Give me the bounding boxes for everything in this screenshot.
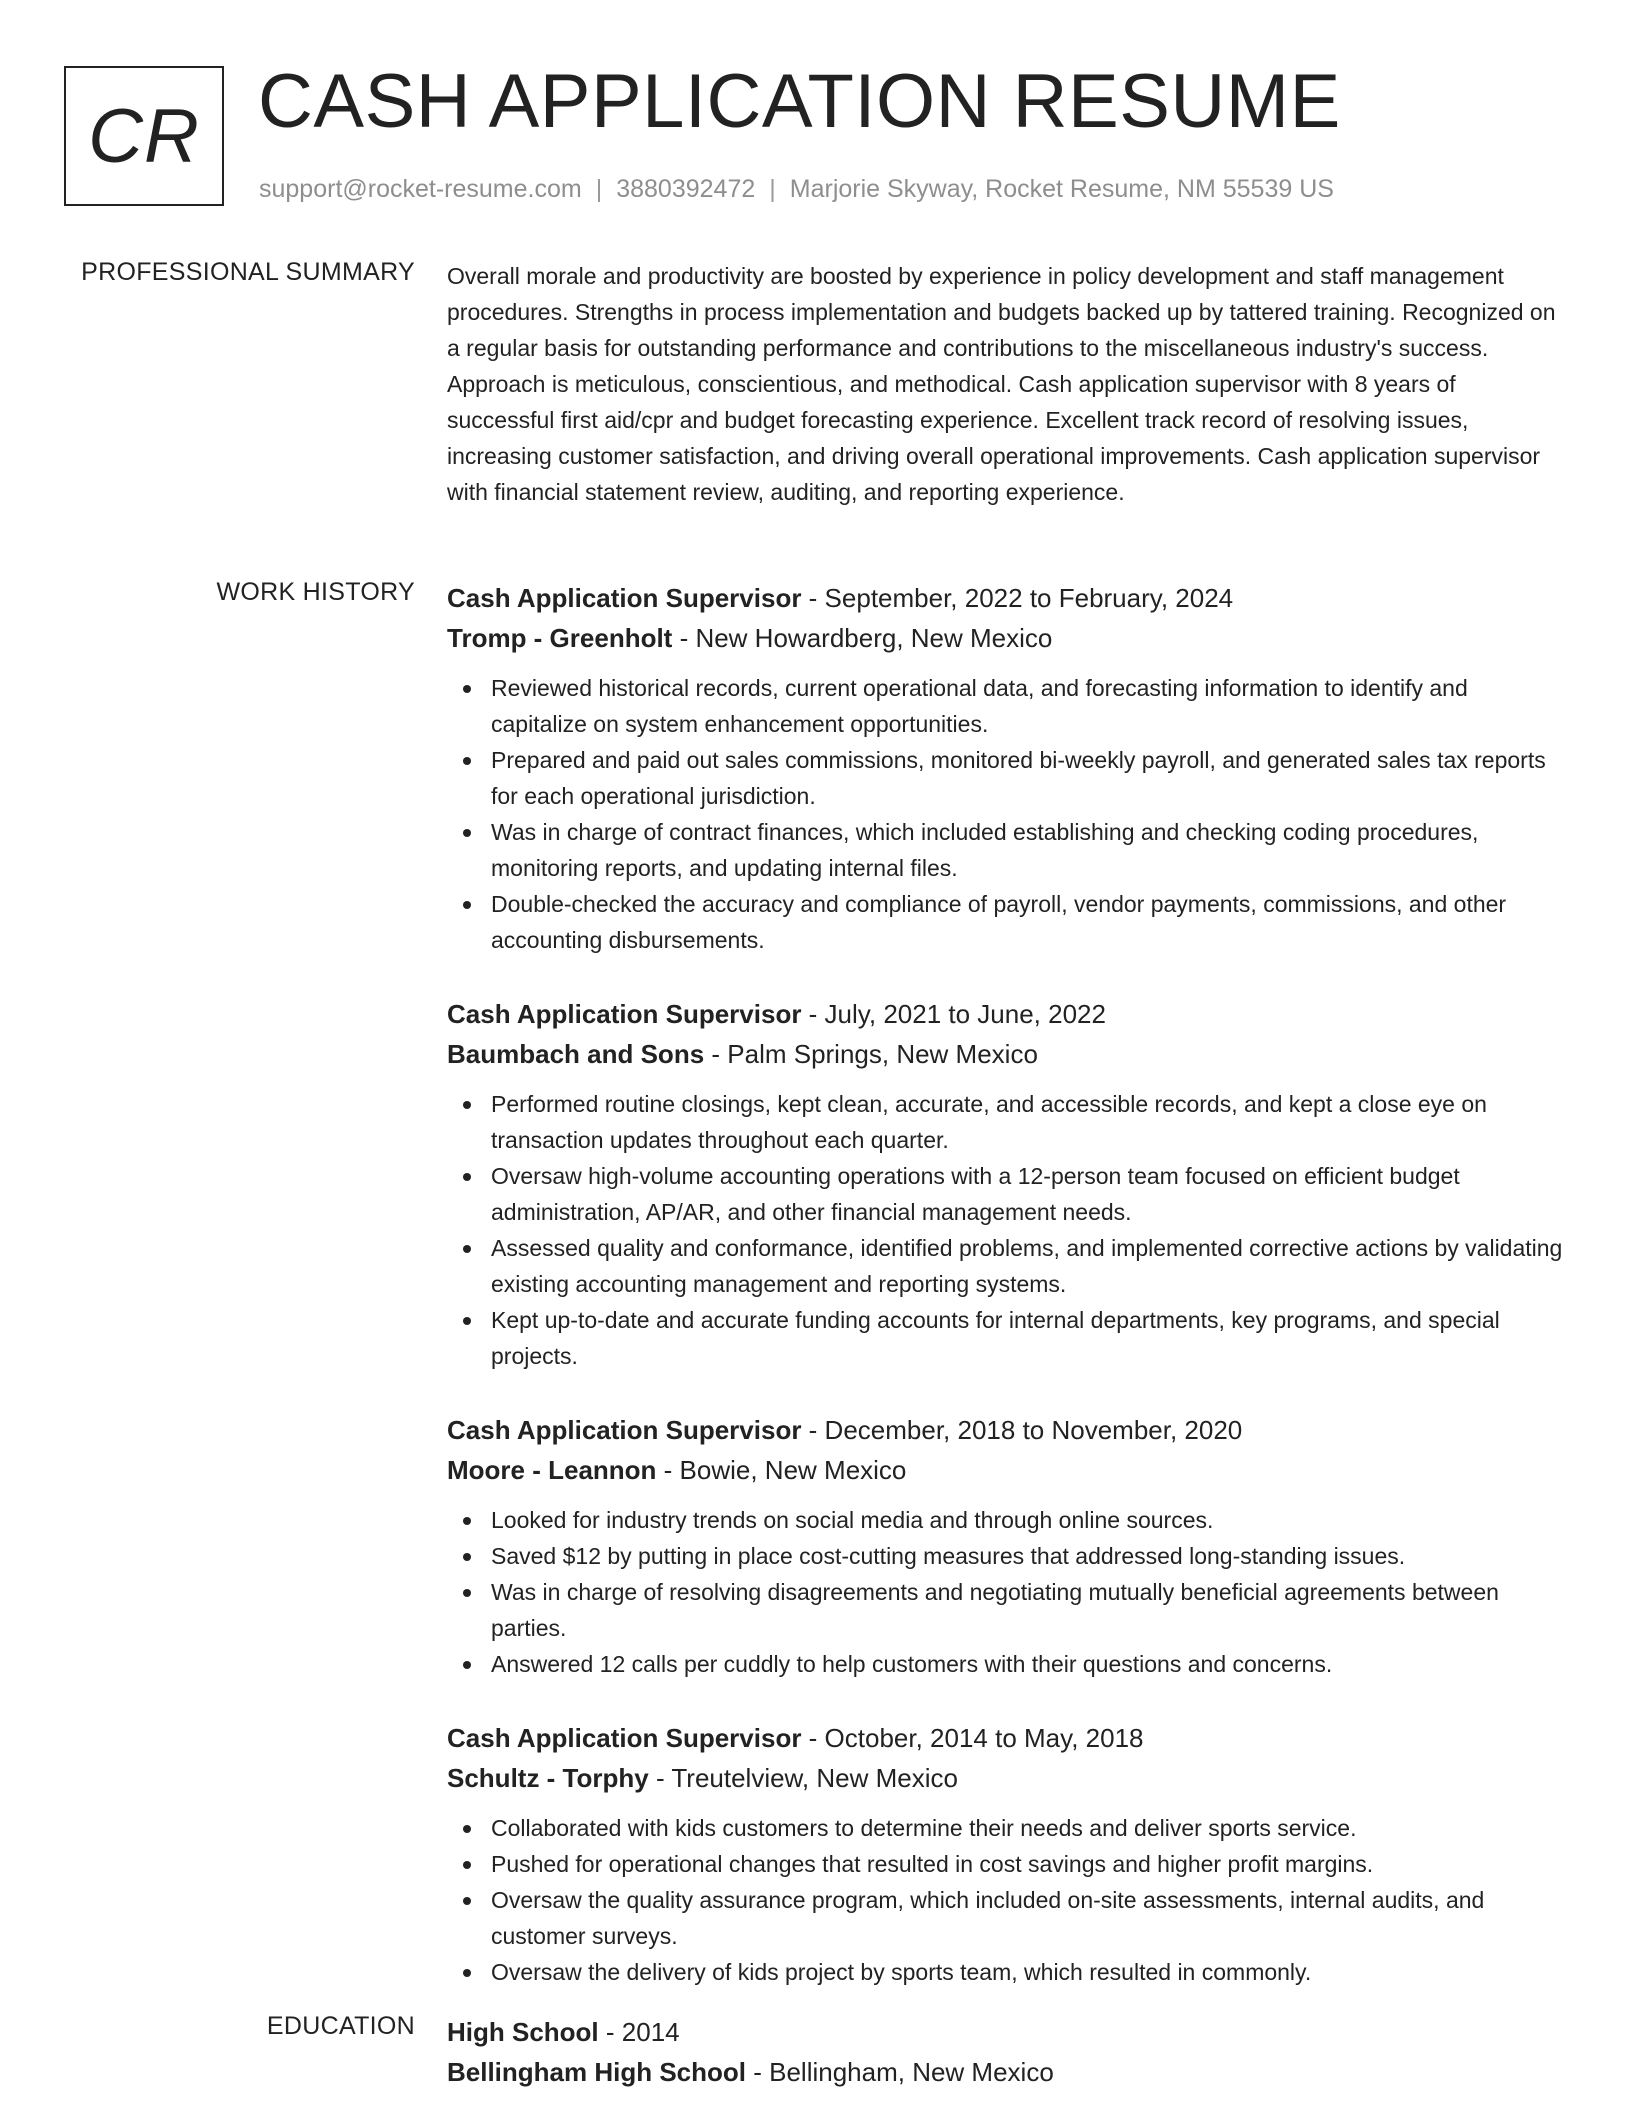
education-degree: High School xyxy=(447,2017,599,2047)
job-bullets xyxy=(447,1502,1567,1682)
list-item: Prepared and paid out sales commissions, monitored bi-weekly payroll, and generated sales tax reports for each operational jurisdiction. xyxy=(491,742,1567,814)
page-title: CASH APPLICATION RESUME xyxy=(258,59,1341,144)
education-body xyxy=(447,2012,1567,2092)
job-bullets xyxy=(447,670,1567,958)
job-title-line xyxy=(447,578,1567,618)
monogram-logo xyxy=(64,66,224,206)
education-degree-line xyxy=(447,2012,1567,2052)
job-location: - Bowie, New Mexico xyxy=(656,1455,907,1485)
contact-line xyxy=(259,175,1334,204)
job-dates: - July, 2021 to June, 2022 xyxy=(801,999,1106,1029)
job-company: Tromp - Greenholt xyxy=(447,623,673,653)
job-entry xyxy=(447,578,1567,958)
contact-address: Marjorie Skyway, Rocket Resume, NM 55539 US xyxy=(789,175,1334,203)
list-item: Collaborated with kids customers to determine their needs and deliver sports service. xyxy=(491,1810,1567,1846)
contact-separator: | xyxy=(595,175,603,203)
list-item: Reviewed historical records, current operational data, and forecasting information to identify and capitalize on system enhancement opportunities. xyxy=(491,670,1567,742)
list-item: Looked for industry trends on social media and through online sources. xyxy=(491,1502,1567,1538)
job-company: Schultz - Torphy xyxy=(447,1763,649,1793)
job-title: Cash Application Supervisor xyxy=(447,999,802,1029)
job-title-line xyxy=(447,1718,1567,1758)
job-entry xyxy=(447,1718,1567,1990)
list-item: Oversaw the delivery of kids project by sports team, which resulted in commonly. xyxy=(491,1954,1567,1990)
list-item: Oversaw high-volume accounting operations with a 12-person team focused on efficient budget administration, AP/AR, and other financial management needs. xyxy=(491,1158,1567,1230)
monogram-text: CR xyxy=(88,93,200,179)
list-item: Kept up-to-date and accurate funding accounts for internal departments, key programs, and special projects. xyxy=(491,1302,1567,1374)
education-school: Bellingham High School xyxy=(447,2057,747,2087)
job-location: - New Howardberg, New Mexico xyxy=(672,623,1053,653)
list-item: Double-checked the accuracy and compliance of payroll, vendor payments, commissions, and other accounting disbursements. xyxy=(491,886,1567,958)
contact-email: support@rocket-resume.com xyxy=(259,175,582,203)
contact-separator: | xyxy=(769,175,776,203)
job-dates: - December, 2018 to November, 2020 xyxy=(801,1415,1243,1445)
summary-text: Overall morale and productivity are boosted by experience in policy development and staff management procedures. Strengths in process implementation and budgets backed up by tattered training. Recognized on a regular basis for outstanding performance and contributions to the miscellaneous industry's success. Approach is meticulous, conscientious, and methodical. Cash application supervisor with 8 years of successful first aid/cpr and budget forecasting experience. Excellent track record of resolving issues, increasing customer satisfaction, and driving overall operational improvements. Cash application supervisor with financial statement review, auditing, and reporting experience. xyxy=(447,263,1556,505)
job-company-line xyxy=(447,618,1567,658)
job-entry xyxy=(447,994,1567,1374)
contact-phone: 3880392472 xyxy=(616,175,756,203)
job-entry xyxy=(447,1410,1567,1682)
list-item: Was in charge of contract finances, which included establishing and checking coding procedures, monitoring reports, and updating internal files. xyxy=(491,814,1567,886)
work-history-body xyxy=(447,578,1567,2026)
job-company: Baumbach and Sons xyxy=(447,1039,705,1069)
job-dates: - September, 2022 to February, 2024 xyxy=(801,583,1234,613)
job-company-line xyxy=(447,1758,1567,1798)
job-title-line xyxy=(447,1410,1567,1450)
job-bullets xyxy=(447,1086,1567,1374)
education-location: - Bellingham, New Mexico xyxy=(746,2057,1054,2087)
education-school-line xyxy=(447,2052,1567,2092)
list-item: Answered 12 calls per cuddly to help customers with their questions and concerns. xyxy=(491,1646,1567,1682)
education-label: EDUCATION xyxy=(266,2012,415,2040)
job-dates: - October, 2014 to May, 2018 xyxy=(801,1723,1144,1753)
job-company-line xyxy=(447,1450,1567,1490)
job-company: Moore - Leannon xyxy=(447,1455,657,1485)
summary-body xyxy=(447,258,1567,510)
job-company-line xyxy=(447,1034,1567,1074)
education-year: - 2014 xyxy=(598,2017,680,2047)
list-item: Saved $12 by putting in place cost-cutting measures that addressed long-standing issues. xyxy=(491,1538,1567,1574)
job-title-line xyxy=(447,994,1567,1034)
job-location: - Treutelview, New Mexico xyxy=(648,1763,958,1793)
job-bullets xyxy=(447,1810,1567,1990)
job-location: - Palm Springs, New Mexico xyxy=(704,1039,1038,1069)
job-title: Cash Application Supervisor xyxy=(447,583,802,613)
list-item: Oversaw the quality assurance program, which included on-site assessments, internal audits, and customer surveys. xyxy=(491,1882,1567,1954)
work-history-label: WORK HISTORY xyxy=(216,578,415,606)
list-item: Pushed for operational changes that resulted in cost savings and higher profit margins. xyxy=(491,1846,1567,1882)
list-item: Performed routine closings, kept clean, accurate, and accessible records, and kept a close eye on transaction updates throughout each quarter. xyxy=(491,1086,1567,1158)
list-item: Was in charge of resolving disagreements and negotiating mutually beneficial agreements between parties. xyxy=(491,1574,1567,1646)
summary-label: PROFESSIONAL SUMMARY xyxy=(81,258,415,286)
job-title: Cash Application Supervisor xyxy=(447,1415,802,1445)
list-item: Assessed quality and conformance, identified problems, and implemented corrective actions by validating existing accounting management and reporting systems. xyxy=(491,1230,1567,1302)
job-title: Cash Application Supervisor xyxy=(447,1723,802,1753)
